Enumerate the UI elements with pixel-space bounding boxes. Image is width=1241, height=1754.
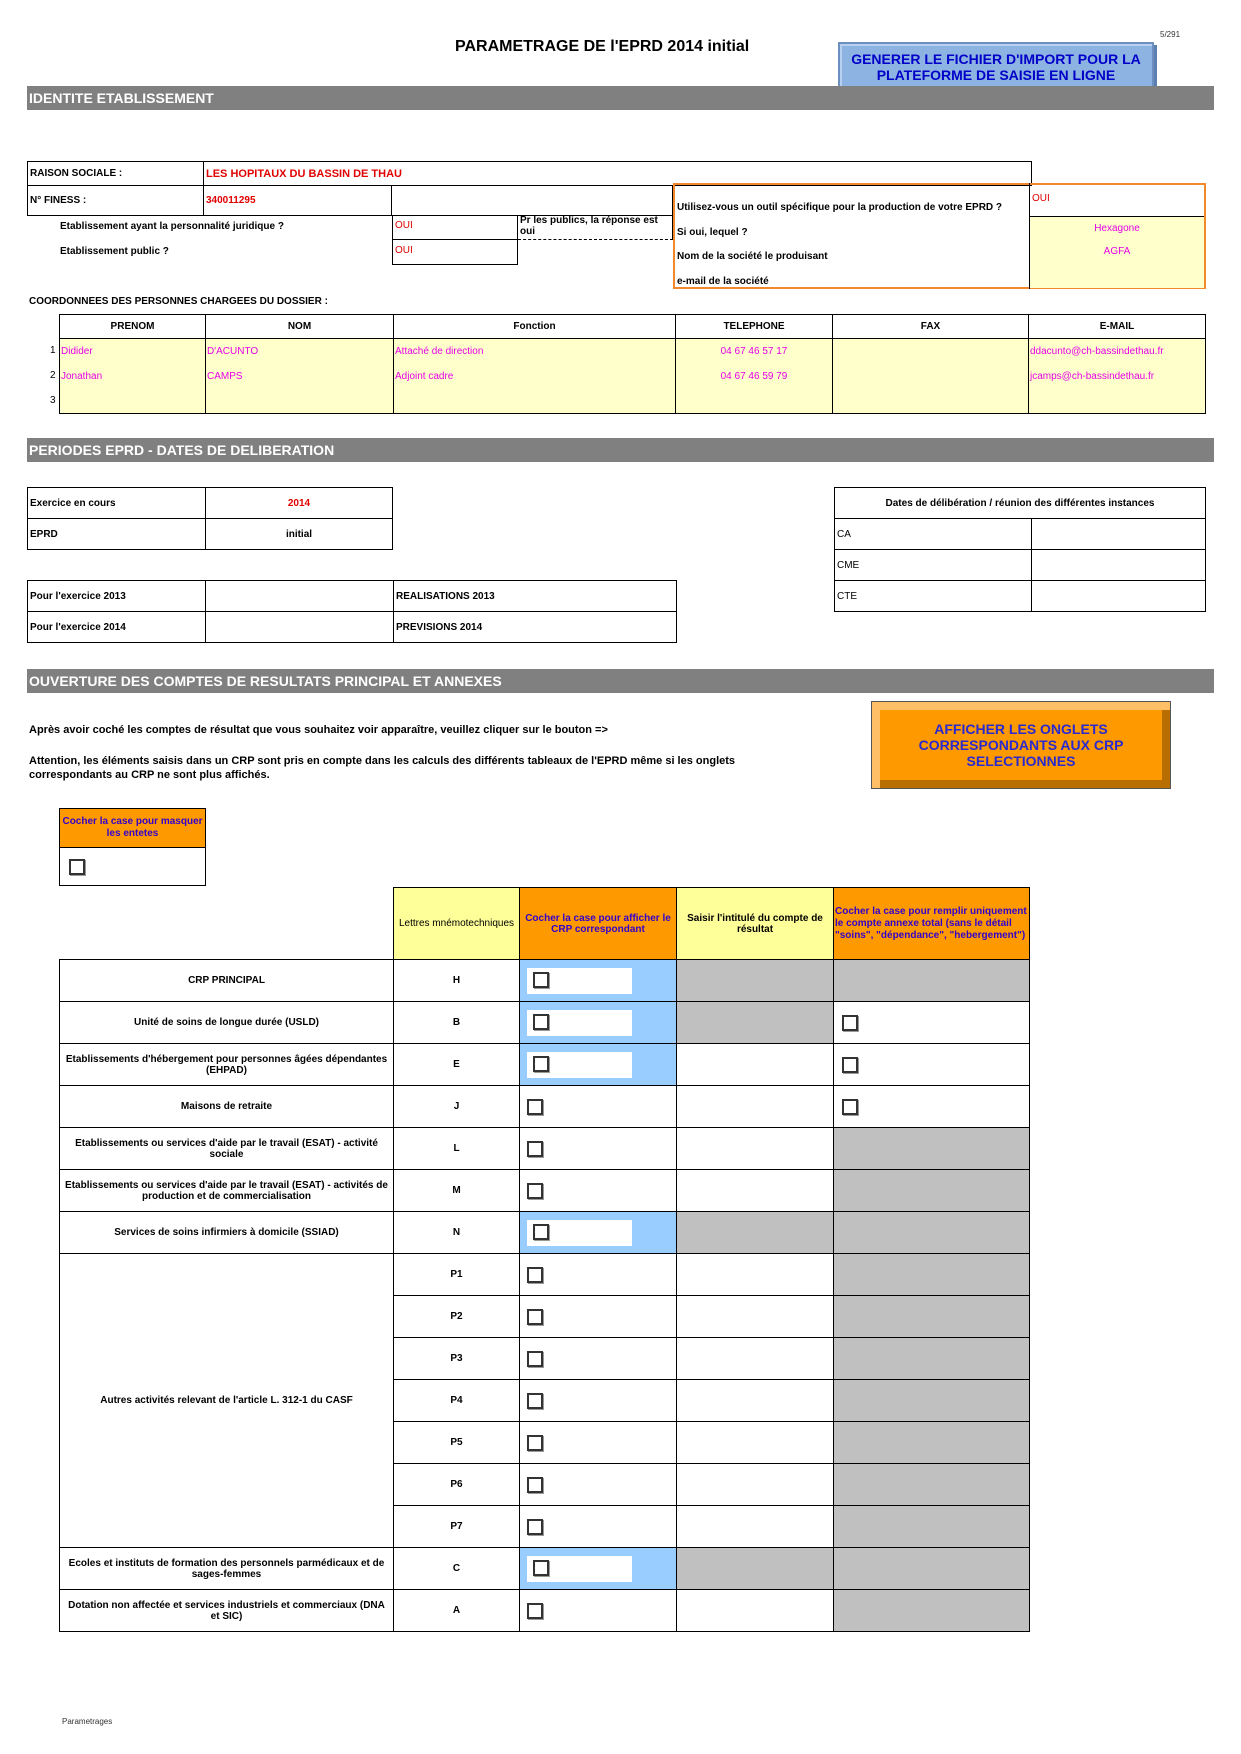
crp-afficher-cell bbox=[520, 1380, 677, 1422]
contact-nom[interactable]: D'ACUNTO bbox=[206, 339, 394, 364]
crp-afficher-cell bbox=[520, 1422, 677, 1464]
crp-total-cell bbox=[834, 1548, 1030, 1590]
contact-nom[interactable] bbox=[206, 389, 394, 414]
crp-code: M bbox=[394, 1170, 520, 1212]
crp-label: Etablissements d'hébergement pour personnes âgées dépendantes (EHPAD) bbox=[60, 1044, 394, 1086]
crp-total-checkbox[interactable] bbox=[842, 1015, 858, 1031]
crp-afficher-cell bbox=[520, 1044, 677, 1086]
contact-row-number: 1 bbox=[50, 345, 56, 356]
crp-total-cell bbox=[834, 1338, 1030, 1380]
lequel-value[interactable]: Hexagone bbox=[1094, 223, 1140, 234]
crp-total-cell bbox=[834, 1506, 1030, 1548]
finess-table bbox=[27, 185, 673, 216]
crp-table bbox=[59, 887, 1030, 1632]
crp-afficher-checkbox[interactable] bbox=[527, 1141, 543, 1157]
crp-code: B bbox=[394, 1002, 520, 1044]
crp-afficher-checkbox[interactable] bbox=[533, 1056, 549, 1072]
crp-row bbox=[60, 1548, 1030, 1590]
societe-value[interactable]: AGFA bbox=[1103, 246, 1131, 257]
contact-fonction[interactable]: Adjoint cadre bbox=[394, 364, 676, 389]
instance-date[interactable] bbox=[1032, 550, 1206, 581]
etablissement-public-label: Etablissement public ? bbox=[60, 246, 169, 257]
crp-afficher-control bbox=[527, 1052, 632, 1078]
crp-total-cell bbox=[834, 1170, 1030, 1212]
contact-tel[interactable]: 04 67 46 57 17 bbox=[676, 339, 833, 364]
crp-afficher-checkbox[interactable] bbox=[527, 1099, 543, 1115]
col-total: Cocher la case pour remplir uniquement le compte annexe total (sans le détail "soins", "dépendance", "hebergement") bbox=[834, 888, 1030, 960]
crp-label-autres: Autres activités relevant de l'article L. 312-1 du CASF bbox=[60, 1254, 394, 1548]
crp-afficher-cell bbox=[520, 1548, 677, 1590]
crp-row bbox=[60, 1254, 1030, 1296]
crp-total-cell bbox=[834, 1002, 1030, 1044]
crp-afficher-checkbox[interactable] bbox=[527, 1603, 543, 1619]
crp-total-cell bbox=[834, 1044, 1030, 1086]
crp-code: E bbox=[394, 1044, 520, 1086]
crp-row bbox=[60, 1002, 1030, 1044]
warning-text: Attention, les éléments saisis dans un CRP sont pris en compte dans les calculs des différents tableaux de l'EPRD même si les onglets correspondants au CRP ne sont plus affichés. bbox=[29, 755, 736, 781]
eprd-value[interactable]: initial bbox=[206, 519, 393, 550]
crp-total-cell bbox=[834, 1254, 1030, 1296]
crp-label: Unité de soins de longue durée (USLD) bbox=[60, 1002, 394, 1044]
crp-intitule-cell[interactable] bbox=[677, 1044, 834, 1086]
contact-prenom[interactable]: Jonathan bbox=[60, 364, 206, 389]
crp-total-checkbox[interactable] bbox=[842, 1099, 858, 1115]
masquer-entetes-label: Cocher la case pour masquer les entetes bbox=[59, 808, 206, 848]
crp-row bbox=[60, 1086, 1030, 1128]
deliberation-header: Dates de délibération / réunion des différentes instances bbox=[835, 488, 1206, 519]
crp-afficher-cell bbox=[520, 1170, 677, 1212]
crp-afficher-control bbox=[527, 1010, 632, 1036]
page-title: PARAMETRAGE DE l'EPRD 2014 initial bbox=[455, 38, 750, 55]
contacts-table bbox=[59, 314, 1206, 414]
crp-afficher-control bbox=[527, 1220, 632, 1246]
exercice-table bbox=[27, 487, 393, 550]
generate-import-file-button[interactable]: GENERER LE FICHIER D'IMPORT POUR LA PLATEFORME DE SAISIE EN LIGNE bbox=[838, 42, 1154, 92]
contact-row-number: 2 bbox=[50, 370, 56, 381]
instance-date[interactable] bbox=[1032, 519, 1206, 550]
col-telephone: TELEPHONE bbox=[676, 315, 833, 339]
crp-total-cell bbox=[834, 1590, 1030, 1632]
ex2013-type: REALISATIONS 2013 bbox=[394, 581, 677, 612]
crp-code: P7 bbox=[394, 1506, 520, 1548]
crp-afficher-checkbox[interactable] bbox=[533, 1224, 549, 1240]
crp-afficher-checkbox[interactable] bbox=[527, 1435, 543, 1451]
ex2013-value[interactable] bbox=[206, 581, 394, 612]
section-identite: IDENTITE ETABLISSEMENT bbox=[27, 86, 1214, 110]
personnalite-juridique-label: Etablissement ayant la personnalité juridique ? bbox=[60, 221, 284, 232]
crp-row bbox=[60, 1044, 1030, 1086]
afficher-onglets-button[interactable] bbox=[871, 701, 1171, 789]
exercice-label: Exercice en cours bbox=[28, 488, 206, 519]
crp-intitule-cell[interactable] bbox=[677, 1170, 834, 1212]
crp-label: CRP PRINCIPAL bbox=[60, 960, 394, 1002]
contact-fonction[interactable]: Attaché de direction bbox=[394, 339, 676, 364]
crp-intitule-cell[interactable] bbox=[677, 1338, 834, 1380]
crp-afficher-cell bbox=[520, 1338, 677, 1380]
crp-afficher-control bbox=[527, 968, 632, 994]
crp-code: P4 bbox=[394, 1380, 520, 1422]
crp-afficher-checkbox[interactable] bbox=[527, 1477, 543, 1493]
col-fax: FAX bbox=[833, 315, 1029, 339]
crp-intitule-cell bbox=[677, 1548, 834, 1590]
eprd-label: EPRD bbox=[28, 519, 206, 550]
crp-row bbox=[60, 1590, 1030, 1632]
crp-afficher-cell bbox=[520, 1464, 677, 1506]
crp-afficher-cell bbox=[520, 1590, 677, 1632]
crp-afficher-cell bbox=[520, 960, 677, 1002]
crp-afficher-checkbox[interactable] bbox=[533, 1014, 549, 1030]
contact-fonction[interactable] bbox=[394, 389, 676, 414]
crp-intitule-cell[interactable] bbox=[677, 1506, 834, 1548]
crp-intitule-cell[interactable] bbox=[677, 1296, 834, 1338]
col-email: E-MAIL bbox=[1029, 315, 1206, 339]
crp-afficher-checkbox[interactable] bbox=[527, 1351, 543, 1367]
deliberation-row bbox=[835, 519, 1206, 550]
etablissement-public-value[interactable]: OUI bbox=[392, 240, 518, 265]
contact-email[interactable] bbox=[1029, 389, 1206, 414]
deliberation-row bbox=[835, 550, 1206, 581]
contact-email[interactable]: ddacunto@ch-bassindethau.fr bbox=[1029, 339, 1206, 364]
crp-row bbox=[60, 1170, 1030, 1212]
societe-label: Nom de la société le produisant bbox=[677, 251, 828, 262]
crp-intitule-cell[interactable] bbox=[677, 1086, 834, 1128]
crp-intitule-cell[interactable] bbox=[677, 1380, 834, 1422]
contact-fax[interactable] bbox=[833, 364, 1029, 389]
crp-label: Services de soins infirmiers à domicile (SSIAD) bbox=[60, 1212, 394, 1254]
crp-label: Etablissements ou services d'aide par le travail (ESAT) - activité sociale bbox=[60, 1128, 394, 1170]
contacts-heading: COORDONNEES DES PERSONNES CHARGEES DU DOSSIER : bbox=[29, 296, 328, 307]
crp-code: J bbox=[394, 1086, 520, 1128]
crp-afficher-checkbox[interactable] bbox=[527, 1267, 543, 1283]
crp-total-cell bbox=[834, 1422, 1030, 1464]
outil-value[interactable]: OUI bbox=[1032, 193, 1050, 204]
crp-afficher-checkbox[interactable] bbox=[527, 1519, 543, 1535]
finess-extra-cell bbox=[392, 186, 673, 216]
crp-label: Ecoles et instituts de formation des personnels parmédicaux et de sages-femmes bbox=[60, 1548, 394, 1590]
exercice-value[interactable]: 2014 bbox=[206, 488, 393, 519]
crp-code: A bbox=[394, 1590, 520, 1632]
contact-tel[interactable]: 04 67 46 59 79 bbox=[676, 364, 833, 389]
crp-total-cell bbox=[834, 1464, 1030, 1506]
crp-total-cell bbox=[834, 1296, 1030, 1338]
crp-code: P2 bbox=[394, 1296, 520, 1338]
contact-row bbox=[60, 364, 1206, 389]
crp-label: Etablissements ou services d'aide par le travail (ESAT) - activités de production et de commercialisation bbox=[60, 1170, 394, 1212]
crp-afficher-cell bbox=[520, 1212, 677, 1254]
crp-afficher-cell bbox=[520, 1128, 677, 1170]
crp-afficher-checkbox[interactable] bbox=[527, 1393, 543, 1409]
col-nom: NOM bbox=[206, 315, 394, 339]
contact-row bbox=[60, 339, 1206, 364]
page-marker: 5/291 bbox=[1160, 30, 1181, 39]
crp-afficher-cell bbox=[520, 1254, 677, 1296]
contact-email[interactable]: jcamps@ch-bassindethau.fr bbox=[1029, 364, 1206, 389]
crp-afficher-cell bbox=[520, 1506, 677, 1548]
contact-nom[interactable]: CAMPS bbox=[206, 364, 394, 389]
outil-details bbox=[1030, 216, 1204, 288]
crp-total-cell bbox=[834, 1086, 1030, 1128]
instance-name: CA bbox=[835, 519, 1032, 550]
crp-afficher-checkbox[interactable] bbox=[533, 972, 549, 988]
ex2013-label: Pour l'exercice 2013 bbox=[28, 581, 206, 612]
col-fonction: Fonction bbox=[394, 315, 676, 339]
raison-sociale-label: RAISON SOCIALE : bbox=[28, 162, 204, 186]
col-intitule: Saisir l'intitulé du compte de résultat bbox=[677, 888, 834, 960]
contact-row bbox=[60, 389, 1206, 414]
crp-intitule-cell[interactable] bbox=[677, 1254, 834, 1296]
instance-name: CME bbox=[835, 550, 1032, 581]
email-societe-label: e-mail de la société bbox=[677, 276, 769, 287]
crp-code: L bbox=[394, 1128, 520, 1170]
col-lettres: Lettres mnémotechniques bbox=[394, 888, 520, 960]
crp-total-cell bbox=[834, 960, 1030, 1002]
contact-row-number: 3 bbox=[50, 395, 56, 406]
contact-fax[interactable] bbox=[833, 389, 1029, 414]
finess-value[interactable]: 340011295 bbox=[204, 186, 392, 216]
crp-afficher-cell bbox=[520, 1296, 677, 1338]
crp-intitule-cell bbox=[677, 960, 834, 1002]
crp-code: P5 bbox=[394, 1422, 520, 1464]
contact-prenom[interactable] bbox=[60, 389, 206, 414]
public-note: Pr les publics, la réponse est oui bbox=[518, 214, 673, 240]
instance-name: CTE bbox=[835, 581, 1032, 612]
crp-intitule-cell[interactable] bbox=[677, 1128, 834, 1170]
outil-label: Utilisez-vous un outil spécifique pour la production de votre EPRD ? bbox=[677, 202, 1003, 213]
instance-date[interactable] bbox=[1032, 581, 1206, 612]
ex2014-label: Pour l'exercice 2014 bbox=[28, 612, 206, 643]
lequel-label: Si oui, lequel ? bbox=[677, 227, 748, 238]
contact-prenom[interactable]: Didider bbox=[60, 339, 206, 364]
deliberation-table bbox=[834, 487, 1206, 612]
crp-row bbox=[60, 1128, 1030, 1170]
col-afficher: Cocher la case pour afficher le CRP correspondant bbox=[520, 888, 677, 960]
crp-intitule-cell[interactable] bbox=[677, 1464, 834, 1506]
section-periodes: PERIODES EPRD - DATES DE DELIBERATION bbox=[27, 438, 1214, 462]
crp-total-cell bbox=[834, 1212, 1030, 1254]
raison-sociale-value[interactable]: LES HOPITAUX DU BASSIN DE THAU bbox=[204, 162, 1032, 186]
section-ouverture: OUVERTURE DES COMPTES DE RESULTATS PRINCIPAL ET ANNEXES bbox=[27, 669, 1214, 693]
crp-total-checkbox[interactable] bbox=[842, 1057, 858, 1073]
ex2014-value[interactable] bbox=[206, 612, 394, 643]
ex2014-type: PREVISIONS 2014 bbox=[394, 612, 677, 643]
exercices-table bbox=[27, 580, 677, 643]
personnalite-juridique-value[interactable]: OUI bbox=[392, 215, 518, 240]
crp-row bbox=[60, 960, 1030, 1002]
deliberation-row bbox=[835, 581, 1206, 612]
crp-label: Dotation non affectée et services industriels et commerciaux (DNA et SIC) bbox=[60, 1590, 394, 1632]
crp-row bbox=[60, 1212, 1030, 1254]
masquer-entetes-cell bbox=[59, 848, 206, 886]
outil-box bbox=[673, 183, 1206, 289]
crp-intitule-cell bbox=[677, 1212, 834, 1254]
instruction-text: Après avoir coché les comptes de résultat que vous souhaitez voir apparaître, veuillez cliquer sur le bouton => bbox=[29, 724, 608, 736]
crp-code: P3 bbox=[394, 1338, 520, 1380]
masquer-entetes-checkbox[interactable] bbox=[69, 859, 85, 875]
crp-code: N bbox=[394, 1212, 520, 1254]
crp-afficher-checkbox[interactable] bbox=[533, 1560, 549, 1576]
crp-afficher-control bbox=[527, 1556, 632, 1582]
crp-intitule-cell bbox=[677, 1002, 834, 1044]
contact-fax[interactable] bbox=[833, 339, 1029, 364]
crp-total-cell bbox=[834, 1128, 1030, 1170]
crp-code: C bbox=[394, 1548, 520, 1590]
crp-code: P1 bbox=[394, 1254, 520, 1296]
afficher-onglets-label: AFFICHER LES ONGLETS CORRESPONDANTS AUX CRP SELECTIONNES bbox=[918, 721, 1124, 769]
crp-intitule-cell[interactable] bbox=[677, 1590, 834, 1632]
crp-afficher-cell bbox=[520, 1002, 677, 1044]
crp-code: P6 bbox=[394, 1464, 520, 1506]
crp-intitule-cell[interactable] bbox=[677, 1422, 834, 1464]
crp-afficher-checkbox[interactable] bbox=[527, 1183, 543, 1199]
crp-afficher-cell bbox=[520, 1086, 677, 1128]
crp-label: Maisons de retraite bbox=[60, 1086, 394, 1128]
finess-label: N° FINESS : bbox=[28, 186, 204, 216]
crp-afficher-checkbox[interactable] bbox=[527, 1309, 543, 1325]
col-prenom: PRENOM bbox=[60, 315, 206, 339]
contact-tel[interactable] bbox=[676, 389, 833, 414]
footer-sheet-name: Parametrages bbox=[62, 1717, 113, 1726]
crp-code: H bbox=[394, 960, 520, 1002]
crp-total-cell bbox=[834, 1380, 1030, 1422]
